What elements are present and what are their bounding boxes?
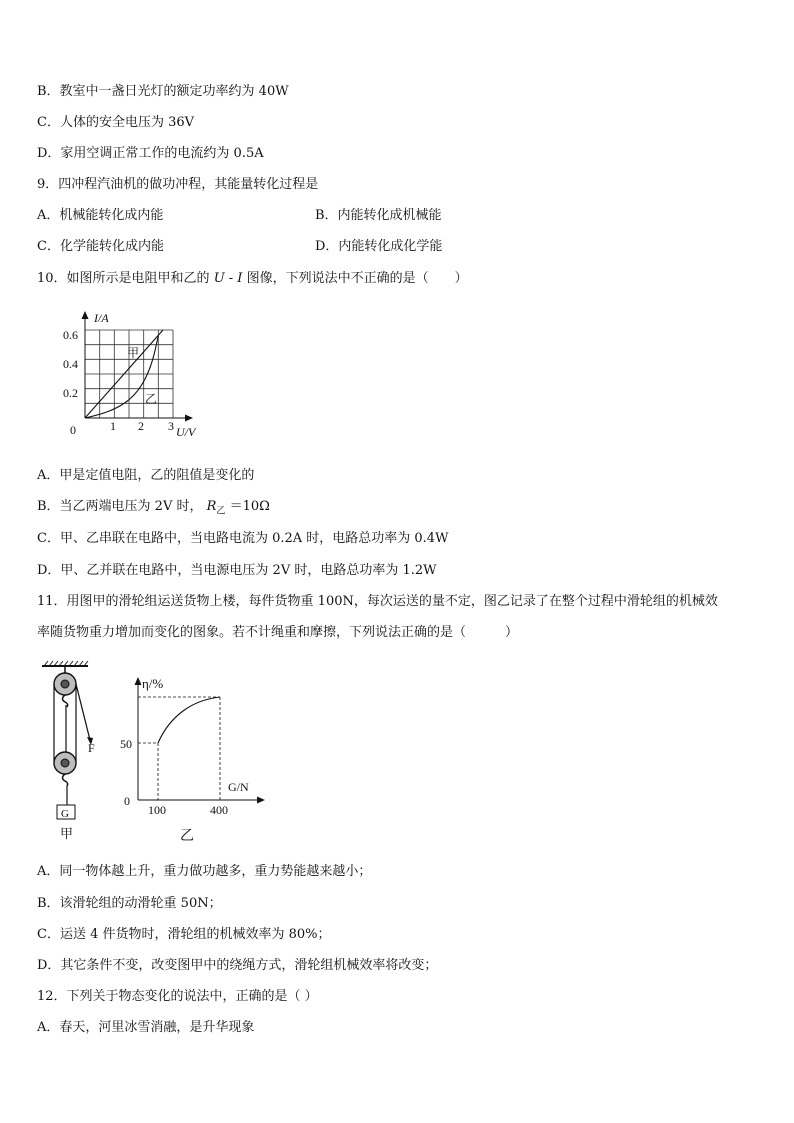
q11-option-b: B．该滑轮组的动滑轮重 50N；: [37, 896, 222, 911]
q10-stem-pre: 10．如图所示是电阻甲和乙的: [37, 271, 210, 286]
q8-option-b: B．教室中一盏日光灯的额定功率约为 40W: [37, 84, 289, 99]
q10-option-b-post: ＝10Ω: [229, 499, 270, 514]
q11-efficiency-graph: [112, 668, 272, 848]
q10-label-jia: 甲: [127, 346, 140, 360]
q10-xtick-2: 2: [138, 419, 144, 433]
q10-ytick-0-2: 0.2: [63, 386, 78, 400]
weight-label: G: [61, 808, 69, 820]
eta-ylabel: η/%: [142, 676, 164, 691]
eta-tick-50: 50: [120, 737, 132, 751]
q10-grid: [85, 330, 173, 418]
q10-option-a: A．甲是定值电阻，乙的阻值是变化的: [37, 468, 255, 483]
q10-stem: [37, 270, 468, 288]
q10-option-b: [37, 498, 270, 521]
q10-option-d: D．甲、乙并联在电路中，当电源电压为 2V 时，电路总功率为 1.2W: [37, 563, 437, 578]
q12-stem: 12．下列关于物态变化的说法中，正确的是（ ）: [37, 989, 318, 1004]
q10-axes: [82, 311, 194, 422]
g-xlabel: G/N: [228, 780, 249, 794]
q10-ylabel: I/A: [94, 311, 109, 325]
q11-stem-line2: 率随货物重力增加而变化的图象。若不计绳重和摩擦，下列说法正确的是（ ）: [37, 625, 519, 640]
q9-option-c: C．化学能转化成内能: [37, 239, 164, 254]
q10-ytick-0-6: 0.6: [63, 328, 78, 342]
q9-stem: 9．四冲程汽油机的做功冲程，其能量转化过程是: [37, 177, 319, 192]
q11-option-a: A．同一物体越上升，重力做功越多，重力势能越来越小；: [37, 864, 372, 879]
q10-stem-post: 图像，下列说法中不正确的是（ ）: [246, 271, 468, 286]
g-tick-100: 100: [148, 803, 166, 817]
q12-option-a: A．春天，河里冰雪消融，是升华现象: [37, 1020, 255, 1035]
q11-stem-line1: 11．用图甲的滑轮组运送货物上楼，每件货物重 100N，每次运送的量不定，图乙记录了在整个过程中滑轮组的机械效: [37, 594, 718, 609]
q11-pulley-figure: [38, 660, 108, 845]
force-label: F: [88, 741, 95, 755]
efficiency-curve: [158, 697, 220, 743]
q10-option-b-var: R: [206, 499, 217, 514]
q11-option-c: C．运送 4 件货物时，滑轮组的机械效率为 80%；: [37, 927, 331, 942]
q9-option-d: D．内能转化成化学能: [315, 239, 443, 254]
q10-ytick-0-4: 0.4: [63, 357, 78, 371]
q8-option-c: C．人体的安全电压为 36V: [37, 115, 195, 130]
q10-xtick-3: 3: [168, 419, 174, 433]
q8-option-d: D．家用空调正常工作的电流约为 0.5A: [37, 146, 264, 161]
q9-option-a: A．机械能转化成内能: [37, 208, 164, 223]
figure-caption-jia: 甲: [60, 826, 74, 841]
figure-caption-yi: 乙: [180, 829, 194, 844]
q9-option-b: B．内能转化成机械能: [315, 208, 442, 223]
q10-option-b-sub: 乙: [216, 506, 226, 517]
q11-option-d: D．其它条件不变，改变图甲中的绕绳方式，滑轮组机械效率将改变；: [37, 958, 438, 973]
q10-origin: 0: [70, 423, 76, 437]
q10-option-b-pre: B．当乙两端电压为 2V 时，: [37, 499, 203, 514]
q10-label-yi: 乙: [145, 392, 158, 406]
q10-xtick-1: 1: [110, 419, 116, 433]
q10-xlabel: U/V: [176, 425, 196, 439]
g-tick-400: 400: [210, 803, 228, 817]
q10-stem-var: U - I: [213, 271, 243, 286]
q10-option-c: C．甲、乙串联在电路中，当电路电流为 0.2A 时，电路总功率为 0.4W: [37, 531, 449, 546]
guide-lines: [138, 697, 220, 800]
eta-origin: 0: [124, 794, 130, 808]
pull-rope: [76, 684, 90, 740]
q10-ui-graph: [60, 308, 220, 443]
